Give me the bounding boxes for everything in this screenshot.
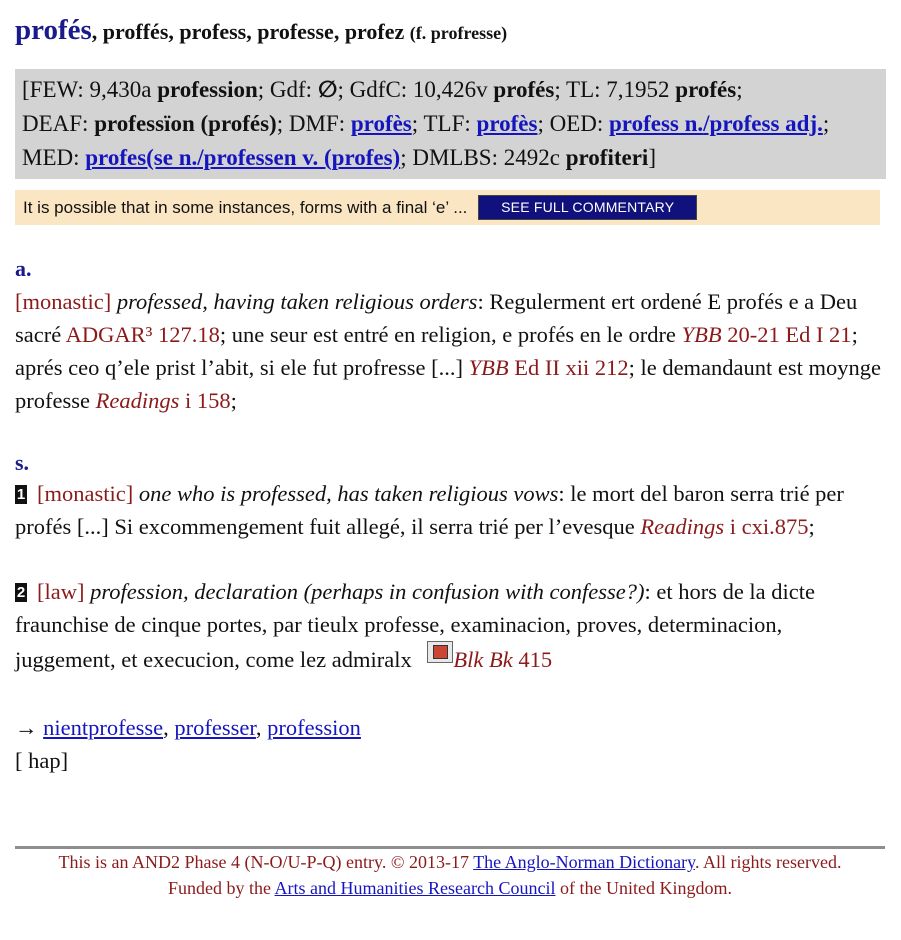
few-ref: [FEW: 9,430a <box>22 77 152 102</box>
variant-form: profess <box>179 19 247 44</box>
book-icon[interactable] <box>427 641 453 663</box>
citation-link[interactable] <box>640 514 808 539</box>
footer-text: of the United Kingdom. <box>559 878 732 898</box>
gloss: one who is professed, has taken religious vows <box>138 481 559 506</box>
citation-source: YBB <box>681 322 722 347</box>
punctuation: ; <box>808 514 815 539</box>
domain-label: [monastic] <box>37 481 134 506</box>
deaf-ref: DEAF: <box>22 111 89 136</box>
arrow-icon: → <box>15 715 38 740</box>
citation-text: i cxi.875 <box>729 514 809 539</box>
citation-text: ADGAR³ 127.18 <box>65 322 220 347</box>
see-full-commentary-button[interactable]: SEE FULL COMMENTARY <box>478 195 697 220</box>
dmlbs-ref: ; DMLBS: 2492c <box>400 145 560 170</box>
commentary-text: It is possible that in some instances, forms with a final ‘e’ ... <box>23 198 468 217</box>
gloss: profession, declaration (perhaps in confusion with confesse?) <box>90 579 645 604</box>
citation-link[interactable] <box>66 322 220 347</box>
oed-link-noun[interactable]: profess n. <box>609 111 704 136</box>
refs-close: ] <box>648 145 656 170</box>
citation-text: 415 <box>518 647 553 672</box>
empty-set-icon: ∅ <box>317 77 338 103</box>
footer-text: This is an AND2 Phase 4 (N-O/U-P-Q) entry. © 2013-17 <box>58 852 469 872</box>
xref-link[interactable]: nientprofesse <box>43 715 164 740</box>
quotation: : et hors de la dicte fraunchise de cinque portes, par tieulx professe, examinacion, proves, determinacion, juggement, et execucion, come lez admiralx <box>15 579 816 672</box>
commentary-bar <box>15 190 880 225</box>
quotation: ; aprés ceo q’ele prist l’abit, si ele fut profresse [...] <box>15 322 858 380</box>
citation-text: i 158 <box>184 388 231 413</box>
footer-text: . All rights reserved. <box>694 852 842 872</box>
ahrc-link[interactable]: Arts and Humanities Research Council <box>274 878 556 898</box>
xref-link[interactable]: professer <box>174 715 256 740</box>
tl-word: profés <box>675 77 737 102</box>
footer-text: Funded by the <box>168 878 272 898</box>
sense-number: 1 <box>16 486 26 503</box>
citation-source: Blk Bk <box>453 647 513 672</box>
citation-source: Readings <box>95 388 180 413</box>
variant-form: proffés <box>102 19 169 44</box>
sense-number: 2 <box>16 584 26 601</box>
citation-link[interactable] <box>682 322 852 347</box>
dmlbs-word: profiteri <box>565 145 649 170</box>
dmf-link[interactable]: profès <box>350 111 412 136</box>
headword: profés <box>15 14 92 46</box>
variant-form: profez <box>344 19 405 44</box>
feminine-form: (f. profresse) <box>409 23 508 43</box>
quotation: ; une seur est entré en religion, e profés en le ordre <box>219 322 676 347</box>
med-link-verb[interactable]: /professen v. (profes) <box>197 145 401 170</box>
citation-source: YBB <box>468 355 509 380</box>
oed-link-adj[interactable]: /profess adj. <box>703 111 823 136</box>
xref-link[interactable]: profession <box>267 715 361 740</box>
variant-form: professe <box>257 19 334 44</box>
gdfc-word: profés <box>493 77 555 102</box>
citation-text: 20-21 Ed I 21 <box>727 322 852 347</box>
citation-text: Ed II xii 212 <box>514 355 629 380</box>
sense-s-item-1 <box>15 477 886 543</box>
med-ref: ; MED: <box>22 111 830 170</box>
cross-references: → nientprofesse, professer, profession [ hap] <box>15 715 361 773</box>
deaf-word: professïon (profés) <box>94 111 277 136</box>
citation-link[interactable] <box>96 388 231 413</box>
gloss: professed, having taken religious orders <box>116 289 478 314</box>
domain-label: [monastic] <box>15 289 112 314</box>
oed-ref: ; OED: <box>537 111 604 136</box>
sense-s-item-2 <box>15 575 886 676</box>
tl-ref: ; TL: 7,1952 <box>554 77 670 102</box>
gdf-ref: ; Gdf: <box>257 77 313 102</box>
citation-link[interactable] <box>469 355 629 380</box>
headword-line: profés, proffés, profess, professe, profez (f. profresse) <box>15 14 508 46</box>
reference-box: [FEW: 9,430a profession; Gdf: ∅; GdfC: 10,426v profés; TL: 7,1952 profés; DEAF: professïon (profés); DMF: profès; TLF: profès; OED: profess n./profess adj.; MED: profes(se n./professen v. (profes); DMLBS: 2492c profiteri] <box>15 69 886 179</box>
gdfc-ref: ; GdfC: 10,426v <box>337 77 488 102</box>
punctuation: ; <box>230 388 237 413</box>
citation-link[interactable] <box>453 647 552 672</box>
sense-a-body <box>15 285 886 417</box>
footer <box>15 849 885 901</box>
domain-label: [law] <box>37 579 85 604</box>
med-link-noun[interactable]: profes(se n. <box>85 145 198 170</box>
few-word: profession <box>157 77 258 102</box>
and-link[interactable]: The Anglo-Norman Dictionary <box>473 852 695 872</box>
quotation: : le mort del baron serra trié per profés [...] Si excommengement fuit allegé, il serra trié per l’evesque <box>15 481 844 539</box>
tlf-link[interactable]: profès <box>476 111 538 136</box>
hapax-note: [ hap] <box>15 748 69 773</box>
quotation: : Regulerment ert ordené E profés e a Deu sacré <box>15 289 858 347</box>
sense-a-label: a. <box>15 256 32 281</box>
dmf-ref: ; DMF: <box>276 111 346 136</box>
citation-source: Readings <box>640 514 725 539</box>
sense-s-label: s. <box>15 450 30 475</box>
quotation: ; le demandaunt est moynge professe <box>15 355 882 413</box>
tlf-ref: ; TLF: <box>411 111 471 136</box>
